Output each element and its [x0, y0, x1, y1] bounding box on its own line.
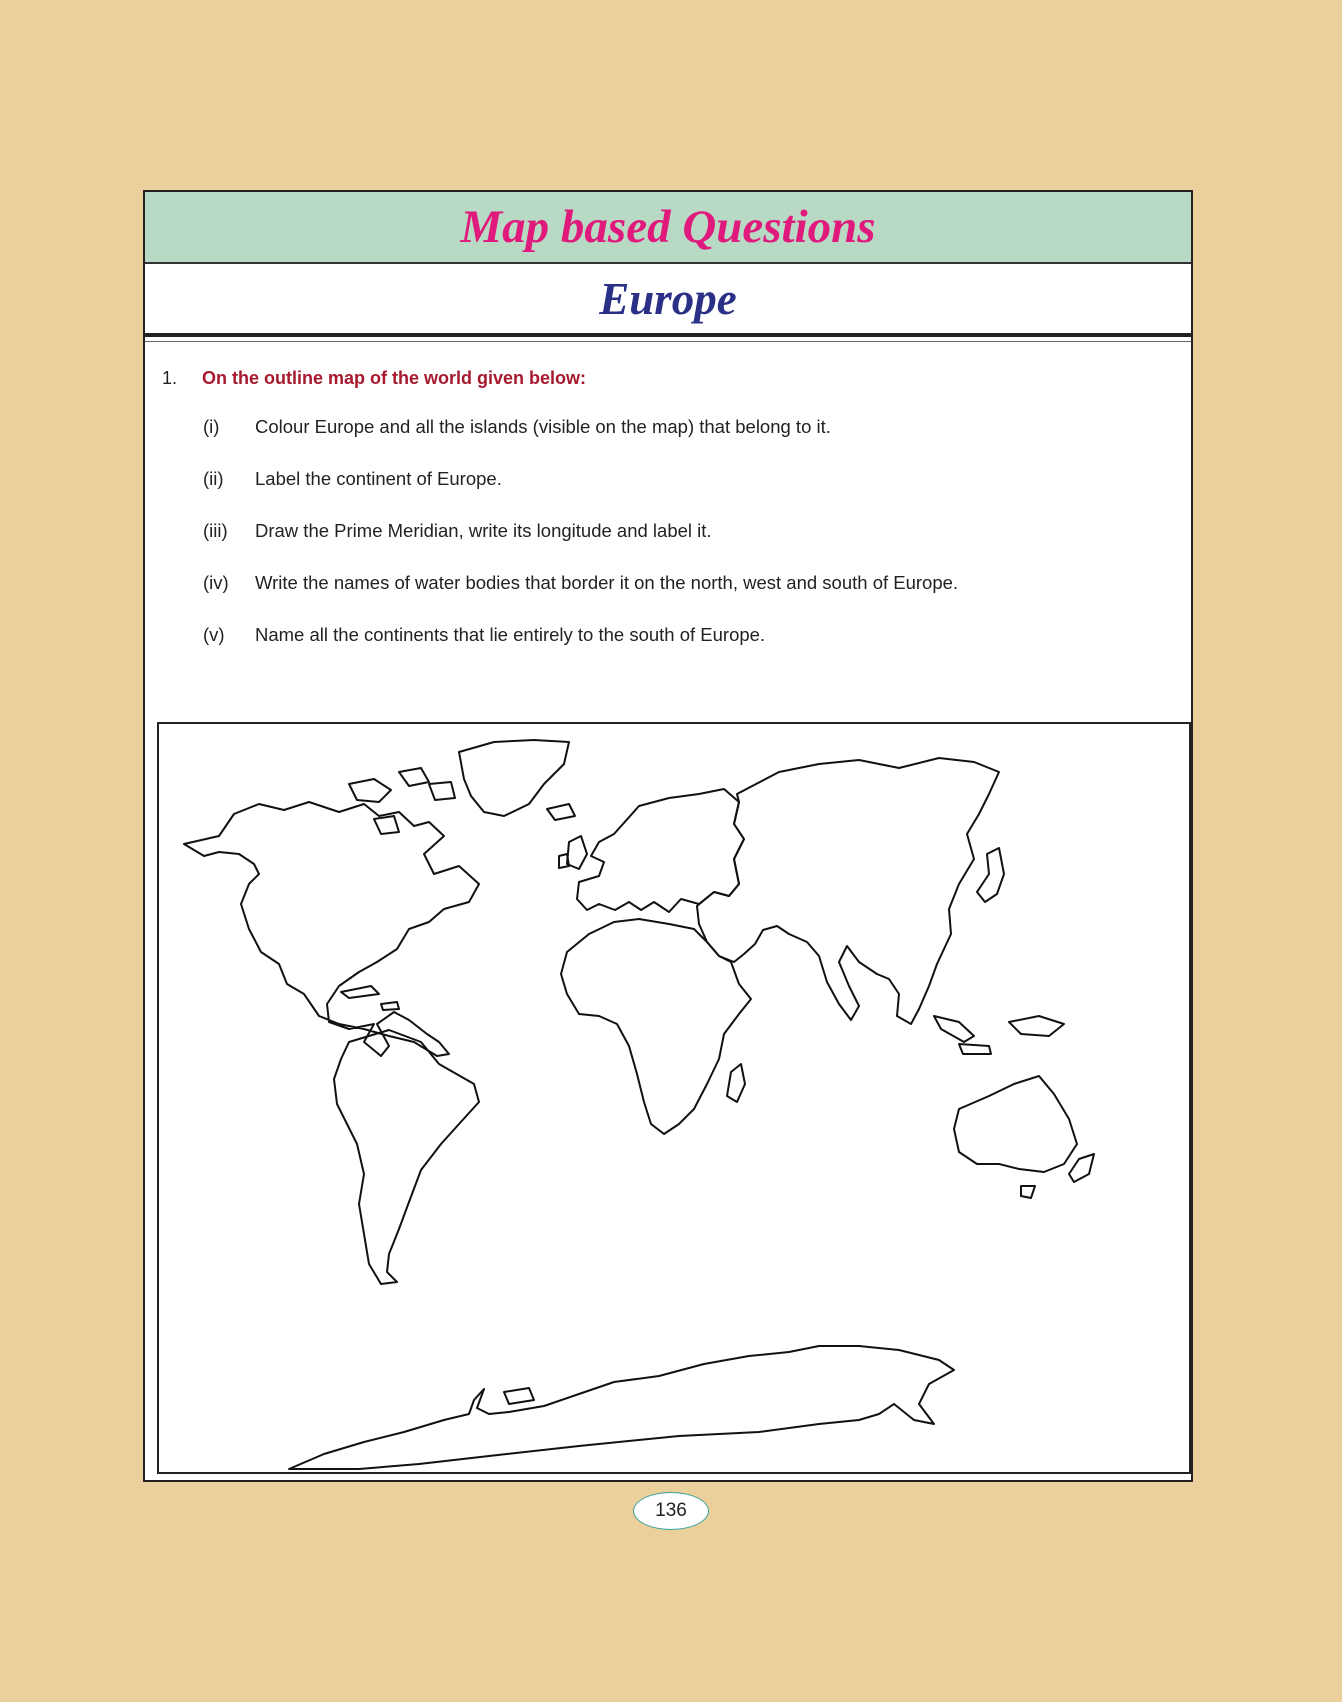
antarctica-outline [289, 1346, 954, 1469]
list-item [203, 624, 1163, 676]
item-numeral: (iii) [203, 520, 228, 541]
asia-outline [697, 758, 999, 1024]
divider-thin [145, 341, 1191, 342]
list-item [203, 416, 1163, 468]
title-band [145, 192, 1191, 264]
world-outline-map [157, 722, 1191, 1474]
item-text: Name all the continents that lie entirely to the south of Europe. [255, 624, 766, 645]
item-text: Write the names of water bodies that border it on the north, west and south of Europe. [255, 572, 959, 593]
divider-thick [145, 333, 1191, 337]
africa-outline [561, 919, 751, 1134]
question-heading [162, 368, 586, 389]
list-item [203, 468, 1163, 520]
question-lead: On the outline map of the world given below: [202, 368, 587, 388]
australia-outline [954, 1076, 1077, 1172]
page-subtitle: Europe [599, 274, 737, 324]
page-number: 136 [633, 1492, 709, 1530]
worksheet-frame [143, 190, 1193, 1482]
item-text: Draw the Prime Meridian, write its longitude and label it. [255, 520, 712, 541]
question-items [203, 416, 1163, 676]
north-america-outline [184, 802, 479, 1056]
item-numeral: (i) [203, 416, 220, 437]
greenland-outline [459, 740, 569, 816]
subtitle-band [145, 264, 1191, 334]
item-text: Colour Europe and all the islands (visible on the map) that belong to it. [255, 416, 831, 437]
item-numeral: (v) [203, 624, 225, 645]
item-text: Label the continent of Europe. [255, 468, 502, 489]
item-numeral: (ii) [203, 468, 224, 489]
page-title: Map based Questions [460, 201, 876, 253]
item-numeral: (iv) [203, 572, 229, 593]
list-item [203, 520, 1163, 572]
south-america-outline [334, 1030, 479, 1284]
list-item [203, 572, 1163, 624]
world-map-icon [159, 724, 1189, 1472]
question-number: 1. [162, 368, 178, 388]
